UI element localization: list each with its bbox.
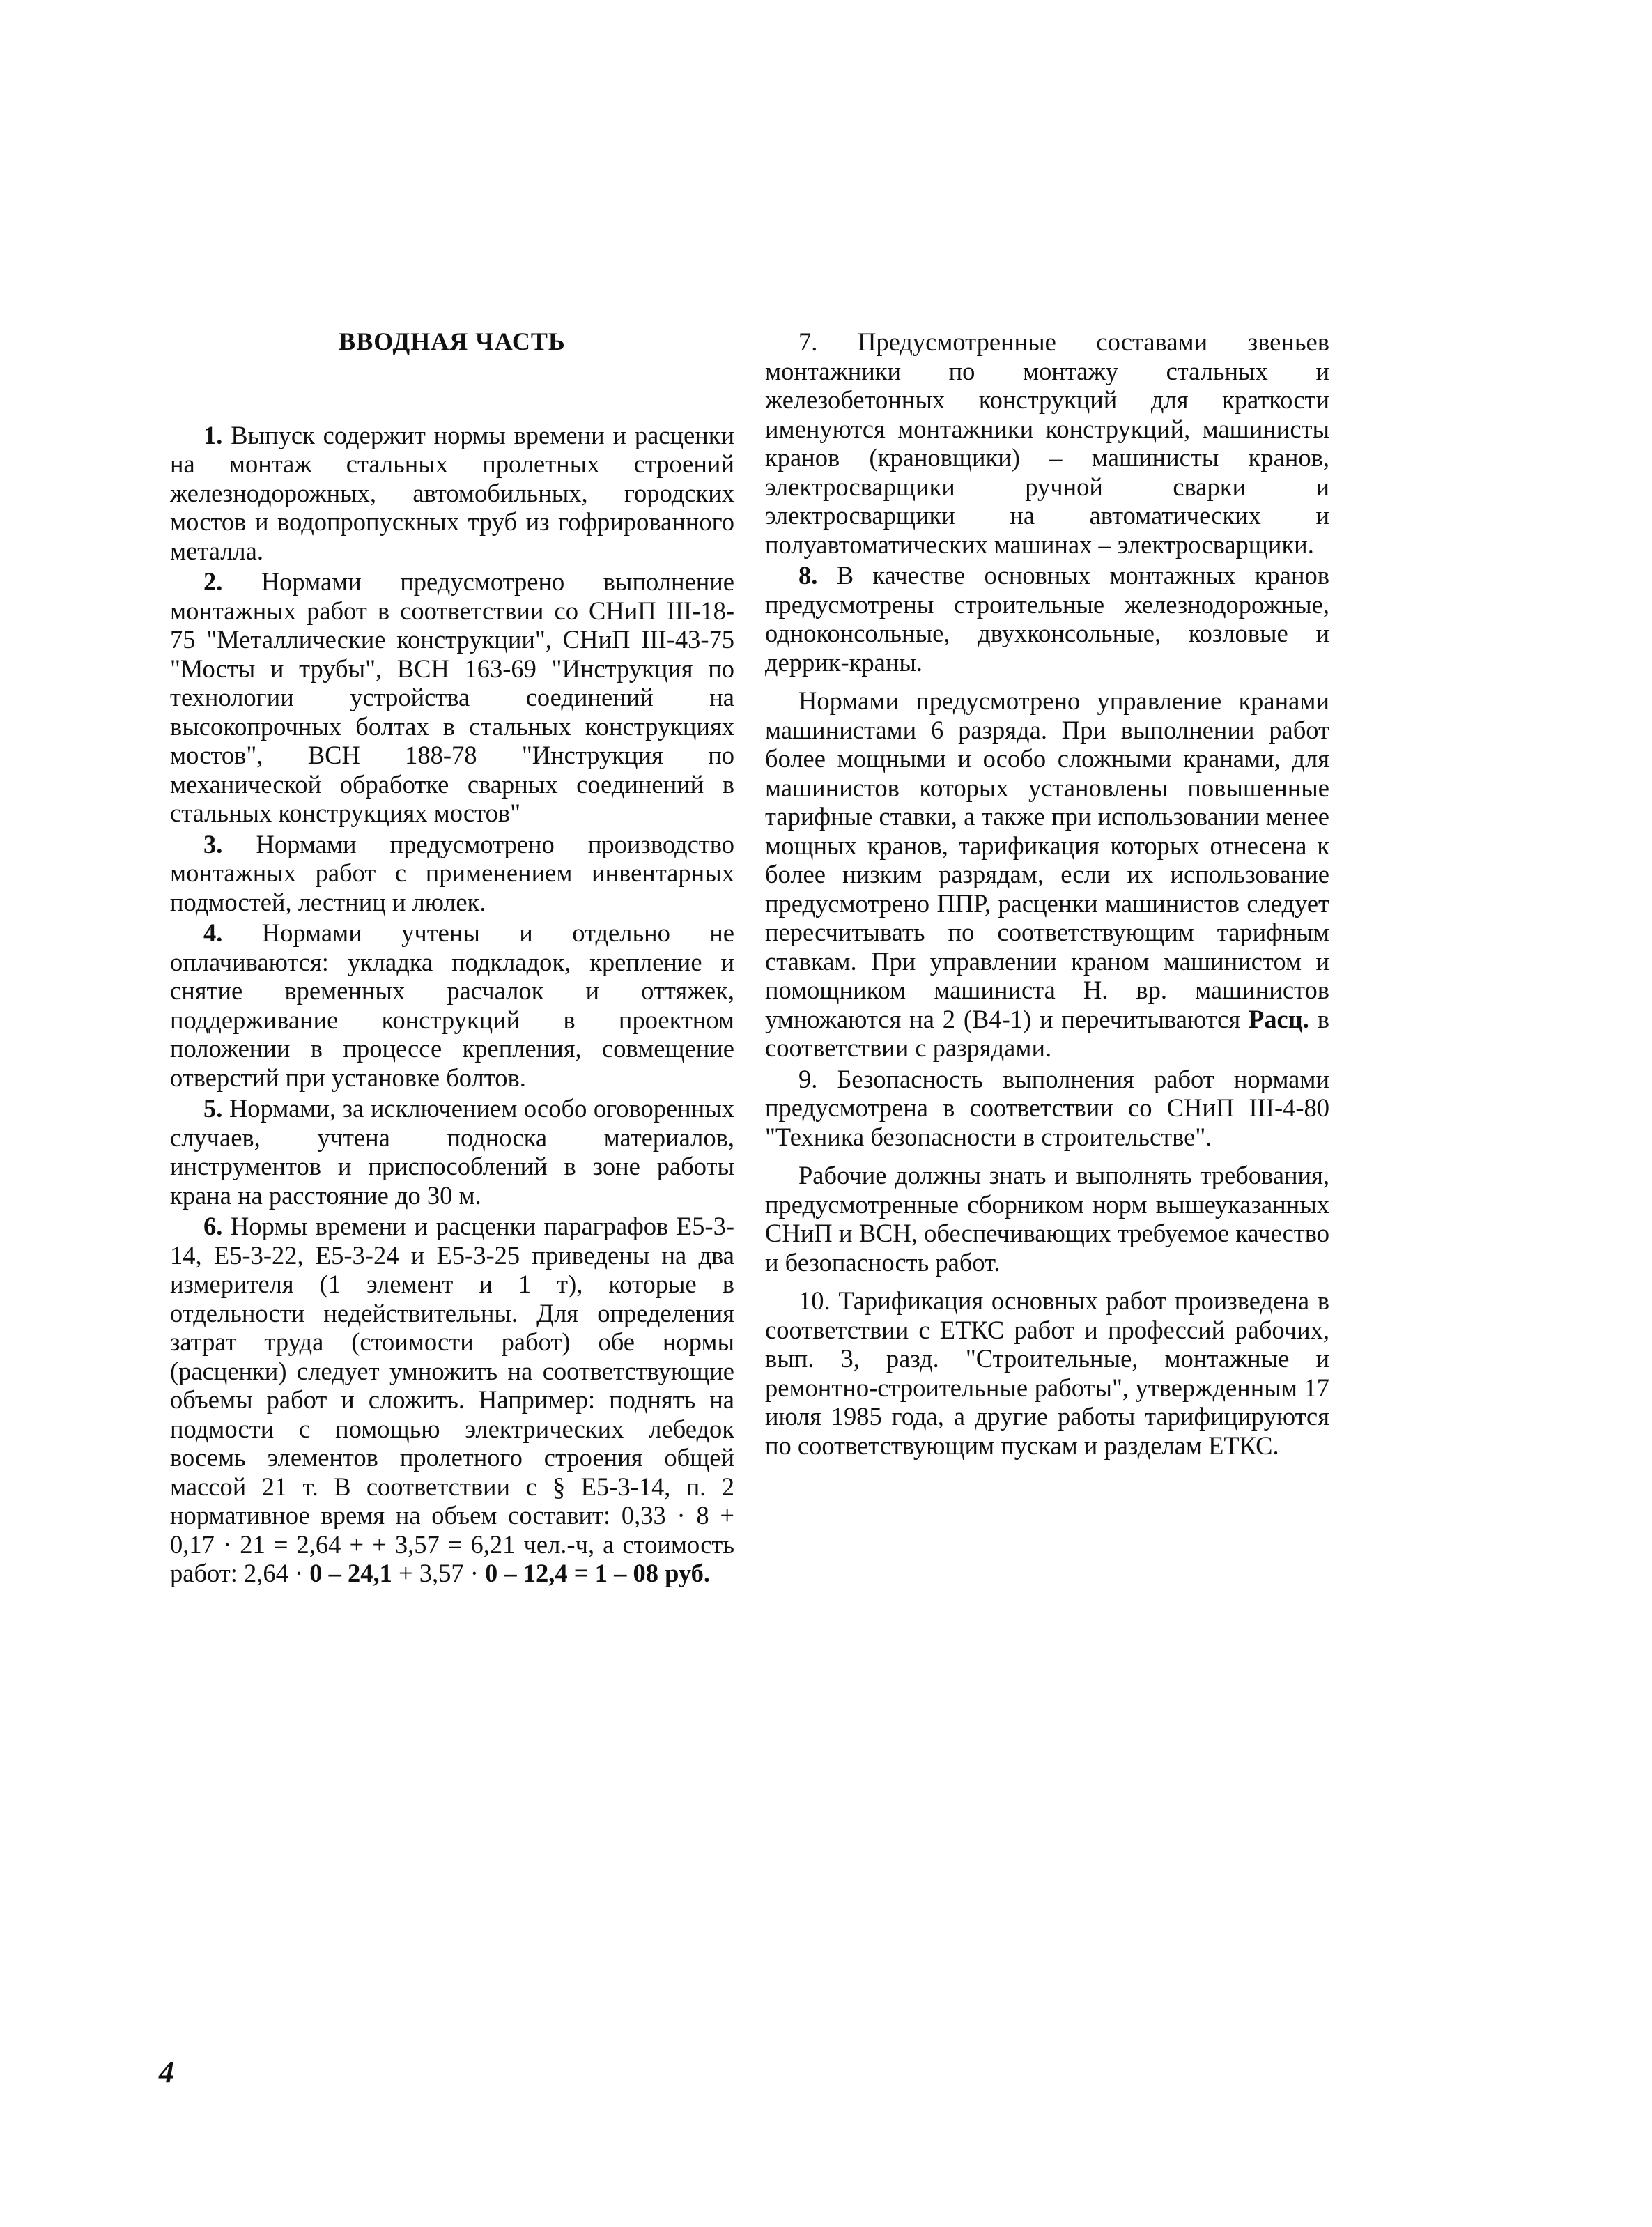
paragraph-number: 4. [203,918,223,947]
paragraph-1 [170,421,734,566]
price-value-2: 0 – 12,4 = 1 – 08 руб. [485,1559,711,1587]
paragraph-2 [170,567,734,828]
paragraph-8-continued [765,686,1329,1063]
paragraph-number: 7. [798,328,818,356]
paragraph-5 [170,1094,734,1210]
paragraph-text: Предусмотренные составами звеньев монтажники по монтажу стальных и железобетонных конструкций для краткости именуются монтажники конструкций, машинисты кранов (крановщики) – машинисты кранов, электросварщики ручной сварки и электросварщики на автоматических и полуавтоматических машинах – электросварщики. [765,328,1329,559]
left-column [170,328,734,1590]
paragraph-8 [765,561,1329,677]
paragraph-number: 5. [203,1094,223,1123]
rates-abbreviation: Расц. [1249,1004,1309,1033]
paragraph-6 [170,1212,734,1588]
page-number: 4 [159,2055,174,2089]
paragraph-text-continued: + 3,57 · [392,1559,486,1587]
paragraph-text: Рабочие должны знать и выполнять требования, предусмотренные сборником норм вышеуказанных СНиП и ВСН, обеспечивающих требуемое качество и безопасность работ. [765,1161,1329,1277]
paragraph-number: 9. [798,1064,818,1093]
paragraph-text: Нормами, за исключением особо оговоренных случаев, учтена подноска материалов, инструментов и приспособлений в зоне работы крана на расстояние до 30 м. [170,1094,734,1210]
paragraph-text: В качестве основных монтажных кранов предусмотрены строительные железнодорожные, одноконсольные, двухконсольные, козловые и деррик-краны. [765,561,1329,677]
paragraph-text: Нормы времени и расценки параграфов Е5-3-14, Е5-3-22, Е5-3-24 и Е5-3-25 приведены на два измерителя (1 элемент и 1 т), которые в отдельности недействительны. Для определения затрат труда (стоимости работ) обе нормы (расценки) следует умножить на соответствующие объемы работ и сложить. Например: поднять на подмости с помощью электрических лебедок восемь элементов пролетного строения общей массой 21 т. В соответствии с § Е5-3-14, п. 2 нормативное время на объем составит: 0,33 · 8 + 0,17 · 21 = 2,64 + + 3,57 = 6,21 чел.-ч, а стоимость работ: 2,64 · [170,1212,734,1587]
paragraph-number: 8. [798,561,818,590]
paragraph-number: 6. [203,1212,223,1240]
paragraph-text: Безопасность выполнения работ нормами предусмотрена в соответствии со СНиП III-4-80 "Техника безопасности в строительстве". [765,1064,1329,1151]
paragraph-number: 2. [203,567,223,596]
paragraph-text: Нормами учтены и отдельно не оплачиваются: укладка подкладок, крепление и снятие временных расчалок и оттяжек, поддерживание конструкций в проектном положении в процессе крепления, совмещение отверстий при установке болтов. [170,918,734,1092]
paragraph-text: Нормами предусмотрено управление кранами машинистами 6 разряда. При выполнении работ более мощными и особо сложными кранами, для машинистов которых установлены повышенные тарифные ставки, а также при использовании менее мощных кранов, тарификация которых отнесена к более низким разрядам, если их использование предусмотрено ППР, расценки машинистов следует пересчитывать по соответствующим тарифным ставкам. При управлении краном машинистом и помощником машиниста Н. вр. машинистов умножаются на 2 (В4-1) и перечитываются [765,686,1329,1033]
paragraph-9-continued [765,1161,1329,1277]
paragraph-9 [765,1065,1329,1152]
paragraph-text: Тарификация основных работ произведена в соответствии с ЕТКС работ и профессий рабочих, вып. 3, разд. "Строительные, монтажные и ремонтно-строительные работы", утвержденным 17 июля 1985 года, а другие работы тарифицируются по соответствующим пускам и разделам ЕТКС. [765,1286,1329,1460]
paragraph-text: Нормами предусмотрено производство монтажных работ с применением инвентарных подмостей, лестниц и люлек. [170,829,734,916]
price-value-1: 0 – 24,1 [309,1559,392,1587]
paragraph-10 [765,1286,1329,1460]
paragraph-3 [170,830,734,917]
paragraph-text: Выпуск содержит нормы времени и расценки на монтаж стальных пролетных строений железнодорожных, автомобильных, городских мостов и водопропускных труб из гофрированного металла. [170,420,734,565]
paragraph-number: 3. [203,829,223,858]
paragraph-number: 1. [203,420,223,449]
paragraph-4 [170,918,734,1092]
section-heading: ВВОДНАЯ ЧАСТЬ [339,328,566,355]
paragraph-7 [765,328,1329,559]
right-column [765,328,1329,1462]
paragraph-text: Нормами предусмотрено выполнение монтажных работ в соответствии со СНиП III-18-75 "Металлические конструкции", СНиП III-43-75 "Мосты и трубы", ВСН 163-69 "Инструкция по технологии устройства соединений на высокопрочных болтах в стальных конструкциях мостов", ВСН 188-78 "Инструкция по механической обработке сварных соединений в стальных конструкциях мостов" [170,567,734,827]
paragraph-number: 10. [798,1286,831,1315]
paragraph-text-continued: в соответствии с разрядами. [765,1004,1329,1062]
